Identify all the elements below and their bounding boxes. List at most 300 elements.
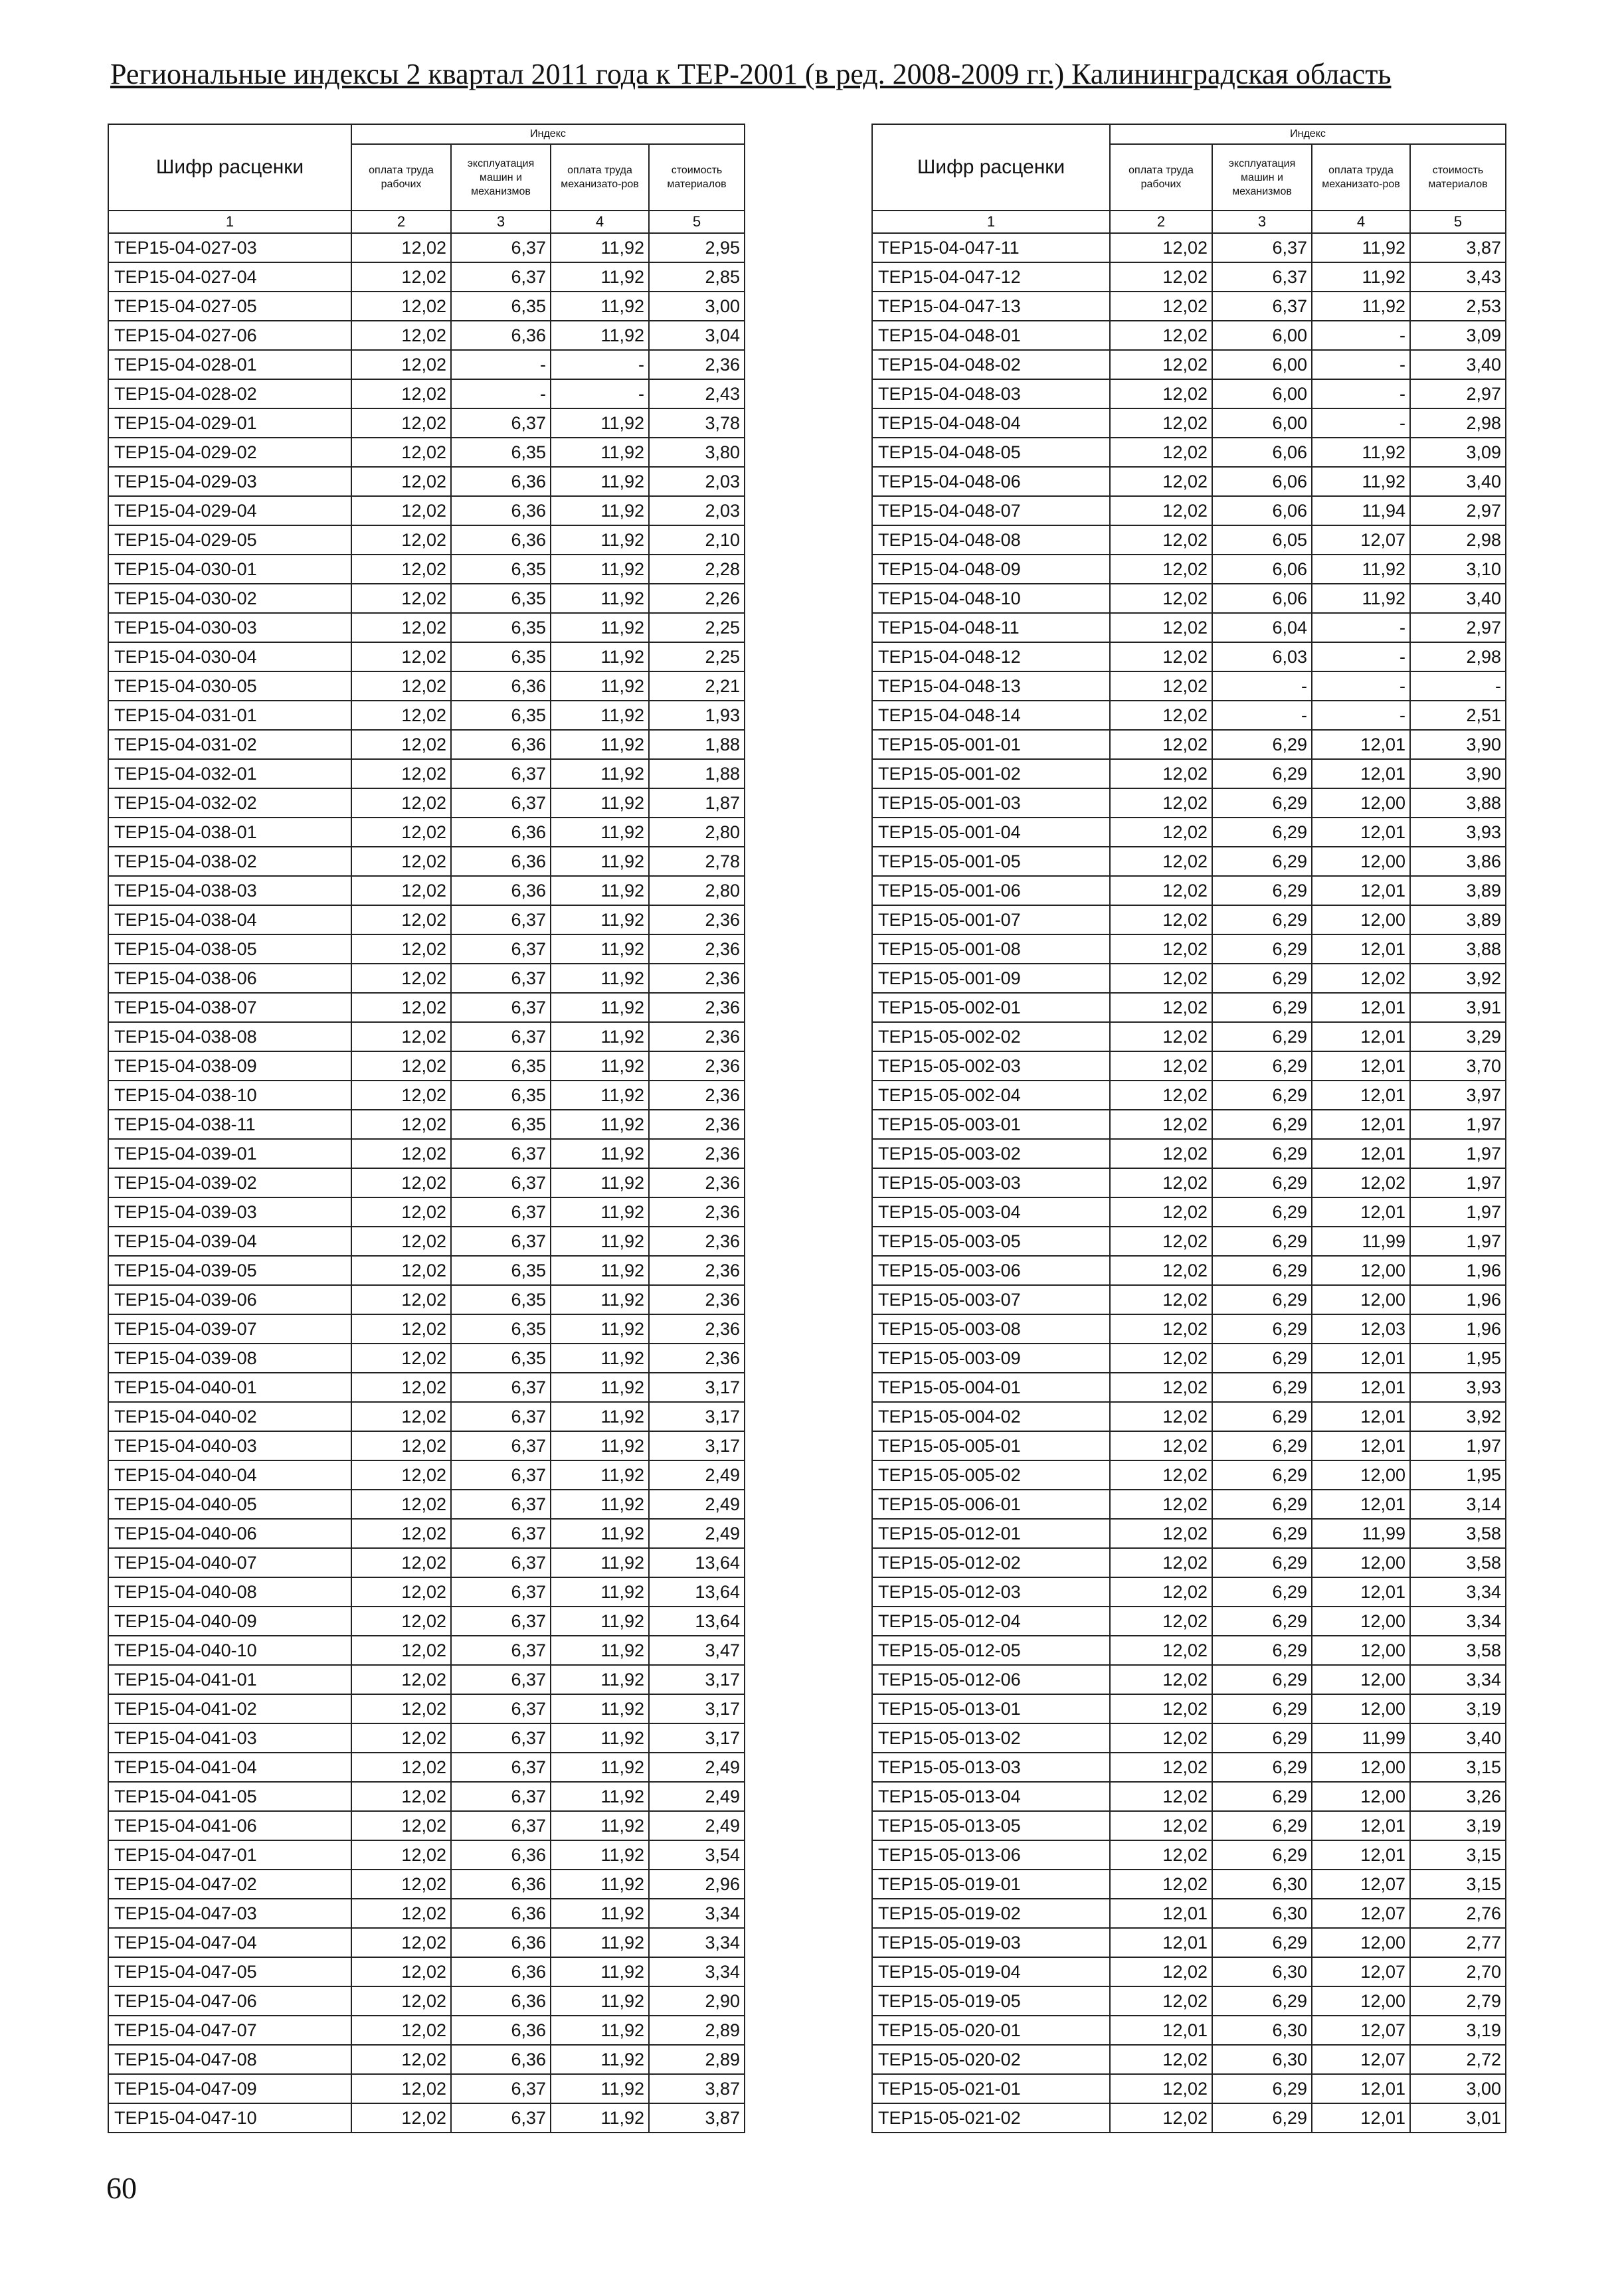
machine-operation-index-cell: 6,35 (451, 613, 551, 642)
table-row (872, 1081, 1506, 1110)
material-cost-index-cell: 3,15 (1410, 1753, 1506, 1782)
rate-code-cell: ТЕР15-04-048-11 (872, 613, 1110, 642)
labor-wages-index-cell: 12,02 (351, 1519, 451, 1548)
material-cost-index-cell: 3,01 (1410, 2103, 1506, 2133)
table-row (108, 1373, 745, 1402)
table-row (872, 1285, 1506, 1314)
table-row (108, 671, 745, 701)
machine-operation-index-cell: 6,06 (1212, 584, 1312, 613)
table-row (872, 1694, 1506, 1723)
machine-operation-index-cell: 6,29 (1212, 1256, 1312, 1285)
rate-code-cell: ТЕР15-04-040-05 (108, 1490, 351, 1519)
machine-operation-index-cell: 6,29 (1212, 1519, 1312, 1548)
table-row (108, 2074, 745, 2103)
machine-operation-index-cell: 6,29 (1212, 1694, 1312, 1723)
operator-wages-index-cell: 11,92 (551, 788, 649, 818)
operator-wages-index-cell: 11,92 (551, 1840, 649, 1870)
operator-wages-index-cell: 11,99 (1312, 1519, 1410, 1548)
rate-code-cell: ТЕР15-05-002-03 (872, 1051, 1110, 1081)
operator-wages-index-cell: 12,01 (1312, 1402, 1410, 1431)
rate-code-cell: ТЕР15-05-003-04 (872, 1197, 1110, 1227)
operator-wages-index-cell: 11,94 (1312, 496, 1410, 525)
rate-code-cell: ТЕР15-05-012-04 (872, 1607, 1110, 1636)
rate-code-cell: ТЕР15-05-012-03 (872, 1577, 1110, 1607)
labor-wages-index-cell: 12,02 (351, 321, 451, 350)
table-row (108, 584, 745, 613)
header-machine-operation: эксплуатация машин и механизмов (451, 144, 551, 211)
table-row (872, 759, 1506, 788)
table-row (872, 467, 1506, 496)
table-row (108, 350, 745, 379)
material-cost-index-cell: 3,17 (649, 1431, 745, 1460)
material-cost-index-cell: 3,87 (649, 2074, 745, 2103)
rate-code-cell: ТЕР15-05-001-07 (872, 905, 1110, 934)
labor-wages-index-cell: 12,02 (351, 1139, 451, 1168)
table-row (872, 1665, 1506, 1694)
operator-wages-index-cell: 11,92 (551, 292, 649, 321)
labor-wages-index-cell: 12,02 (351, 555, 451, 584)
material-cost-index-cell: 2,97 (1410, 379, 1506, 408)
rate-code-cell: ТЕР15-04-038-01 (108, 818, 351, 847)
operator-wages-index-cell: - (1312, 671, 1410, 701)
machine-operation-index-cell: 6,37 (451, 2103, 551, 2133)
machine-operation-index-cell: 6,35 (451, 1110, 551, 1139)
table-row (108, 1723, 745, 1753)
rate-code-cell: ТЕР15-04-041-01 (108, 1665, 351, 1694)
table-row (108, 818, 745, 847)
operator-wages-index-cell: 11,92 (551, 1782, 649, 1811)
material-cost-index-cell: 3,87 (649, 2103, 745, 2133)
machine-operation-index-cell: 6,35 (451, 438, 551, 467)
material-cost-index-cell: 2,89 (649, 2016, 745, 2045)
table-row (872, 408, 1506, 438)
rate-code-cell: ТЕР15-05-003-07 (872, 1285, 1110, 1314)
operator-wages-index-cell: 12,01 (1312, 2074, 1410, 2103)
machine-operation-index-cell: 6,30 (1212, 2045, 1312, 2074)
material-cost-index-cell: - (1410, 671, 1506, 701)
operator-wages-index-cell: 11,92 (1312, 584, 1410, 613)
table-row (872, 350, 1506, 379)
table-row (872, 1753, 1506, 1782)
table-row (108, 876, 745, 905)
operator-wages-index-cell: 12,07 (1312, 1957, 1410, 1986)
material-cost-index-cell: 3,93 (1410, 1373, 1506, 1402)
rate-code-cell: ТЕР15-04-047-11 (872, 233, 1110, 262)
rate-code-cell: ТЕР15-05-021-02 (872, 2103, 1110, 2133)
operator-wages-index-cell: 11,92 (551, 1694, 649, 1723)
machine-operation-index-cell: 6,29 (1212, 1285, 1312, 1314)
material-cost-index-cell: 3,34 (1410, 1577, 1506, 1607)
material-cost-index-cell: 3,15 (1410, 1840, 1506, 1870)
rate-code-cell: ТЕР15-05-002-01 (872, 993, 1110, 1022)
machine-operation-index-cell: - (1212, 671, 1312, 701)
rate-code-cell: ТЕР15-05-013-06 (872, 1840, 1110, 1870)
table-row (108, 1636, 745, 1665)
material-cost-index-cell: 2,96 (649, 1870, 745, 1899)
labor-wages-index-cell: 12,02 (1110, 1022, 1212, 1051)
operator-wages-index-cell: 11,92 (551, 467, 649, 496)
operator-wages-index-cell: 11,92 (551, 613, 649, 642)
material-cost-index-cell: 3,58 (1410, 1548, 1506, 1577)
material-cost-index-cell: 3,97 (1410, 1081, 1506, 1110)
machine-operation-index-cell: 6,29 (1212, 1986, 1312, 2016)
machine-operation-index-cell: - (1212, 701, 1312, 730)
rate-code-cell: ТЕР15-05-002-02 (872, 1022, 1110, 1051)
rate-code-cell: ТЕР15-04-040-04 (108, 1460, 351, 1490)
table-row (872, 1840, 1506, 1870)
header-material-cost: стоимость материалов (649, 144, 745, 211)
labor-wages-index-cell: 12,02 (1110, 613, 1212, 642)
rate-code-cell: ТЕР15-04-038-11 (108, 1110, 351, 1139)
rate-code-cell: ТЕР15-04-048-06 (872, 467, 1110, 496)
labor-wages-index-cell: 12,02 (1110, 993, 1212, 1022)
table-row (108, 1577, 745, 1607)
machine-operation-index-cell: 6,29 (1212, 1051, 1312, 1081)
labor-wages-index-cell: 12,02 (1110, 584, 1212, 613)
machine-operation-index-cell: 6,29 (1212, 2074, 1312, 2103)
labor-wages-index-cell: 12,02 (351, 1344, 451, 1373)
operator-wages-index-cell: 12,02 (1312, 1168, 1410, 1197)
table-row (872, 233, 1506, 262)
machine-operation-index-cell: 6,03 (1212, 642, 1312, 671)
labor-wages-index-cell: 12,02 (1110, 1986, 1212, 2016)
labor-wages-index-cell: 12,02 (1110, 964, 1212, 993)
rate-code-cell: ТЕР15-04-039-04 (108, 1227, 351, 1256)
operator-wages-index-cell: 11,92 (1312, 262, 1410, 292)
material-cost-index-cell: 3,34 (1410, 1665, 1506, 1694)
machine-operation-index-cell: 6,36 (451, 1870, 551, 1899)
operator-wages-index-cell: 11,92 (551, 1986, 649, 2016)
machine-operation-index-cell: 6,37 (451, 262, 551, 292)
machine-operation-index-cell: 6,29 (1212, 1665, 1312, 1694)
rate-code-cell: ТЕР15-04-048-13 (872, 671, 1110, 701)
machine-operation-index-cell: 6,37 (451, 2074, 551, 2103)
operator-wages-index-cell: 12,03 (1312, 1314, 1410, 1344)
material-cost-index-cell: 3,19 (1410, 1694, 1506, 1723)
machine-operation-index-cell: 6,29 (1212, 1928, 1312, 1957)
table-row (108, 1782, 745, 1811)
labor-wages-index-cell: 12,02 (1110, 1957, 1212, 1986)
operator-wages-index-cell: 12,00 (1312, 1782, 1410, 1811)
labor-wages-index-cell: 12,02 (351, 1168, 451, 1197)
machine-operation-index-cell: 6,35 (451, 701, 551, 730)
operator-wages-index-cell: 11,92 (551, 1957, 649, 1986)
machine-operation-index-cell: 6,30 (1212, 2016, 1312, 2045)
material-cost-index-cell: 3,90 (1410, 730, 1506, 759)
machine-operation-index-cell: 6,36 (451, 2045, 551, 2074)
table-row (108, 1870, 745, 1899)
rate-code-cell: ТЕР15-04-039-08 (108, 1344, 351, 1373)
operator-wages-index-cell: 11,92 (551, 262, 649, 292)
operator-wages-index-cell: 11,92 (551, 1314, 649, 1344)
material-cost-index-cell: 2,25 (649, 613, 745, 642)
rate-code-cell: ТЕР15-04-029-02 (108, 438, 351, 467)
labor-wages-index-cell: 12,02 (1110, 1519, 1212, 1548)
page-number: 60 (106, 2171, 137, 2205)
rate-code-cell: ТЕР15-05-019-01 (872, 1870, 1110, 1899)
labor-wages-index-cell: 12,02 (351, 584, 451, 613)
operator-wages-index-cell: 12,00 (1312, 1694, 1410, 1723)
machine-operation-index-cell: 6,35 (451, 555, 551, 584)
table-row (108, 321, 745, 350)
operator-wages-index-cell: 11,92 (1312, 292, 1410, 321)
machine-operation-index-cell: 6,29 (1212, 1373, 1312, 1402)
labor-wages-index-cell: 12,02 (351, 1753, 451, 1782)
machine-operation-index-cell: 6,29 (1212, 1081, 1312, 1110)
material-cost-index-cell: 2,25 (649, 642, 745, 671)
operator-wages-index-cell: 12,01 (1312, 1811, 1410, 1840)
rate-code-cell: ТЕР15-04-027-03 (108, 233, 351, 262)
table-row (108, 496, 745, 525)
table-row (108, 964, 745, 993)
material-cost-index-cell: 1,97 (1410, 1110, 1506, 1139)
labor-wages-index-cell: 12,02 (351, 759, 451, 788)
table-row (108, 467, 745, 496)
labor-wages-index-cell: 12,02 (1110, 321, 1212, 350)
table-row (108, 233, 745, 262)
rate-code-cell: ТЕР15-04-029-03 (108, 467, 351, 496)
rate-code-cell: ТЕР15-05-001-02 (872, 759, 1110, 788)
rate-code-cell: ТЕР15-05-003-02 (872, 1139, 1110, 1168)
machine-operation-index-cell: 6,29 (1212, 1227, 1312, 1256)
rate-code-cell: ТЕР15-04-047-06 (108, 1986, 351, 2016)
header-machine-operation: эксплуатация машин и механизмов (1212, 144, 1312, 211)
machine-operation-index-cell: 6,36 (451, 1928, 551, 1957)
labor-wages-index-cell: 12,02 (1110, 1723, 1212, 1753)
table-row (108, 525, 745, 555)
labor-wages-index-cell: 12,02 (351, 1577, 451, 1607)
labor-wages-index-cell: 12,02 (1110, 467, 1212, 496)
machine-operation-index-cell: 6,29 (1212, 847, 1312, 876)
material-cost-index-cell: 3,43 (1410, 262, 1506, 292)
rate-code-cell: ТЕР15-04-030-02 (108, 584, 351, 613)
table-row (108, 1022, 745, 1051)
material-cost-index-cell: 2,03 (649, 467, 745, 496)
col-number: 2 (1110, 211, 1212, 233)
col-number: 5 (649, 211, 745, 233)
machine-operation-index-cell: 6,37 (451, 1607, 551, 1636)
labor-wages-index-cell: 12,02 (1110, 1081, 1212, 1110)
table-row (108, 555, 745, 584)
table-row (872, 1022, 1506, 1051)
table-row (872, 701, 1506, 730)
table-row (872, 1870, 1506, 1899)
header-operator-wages: оплата труда механизато-ров (551, 144, 649, 211)
table-row (872, 2103, 1506, 2133)
rate-code-cell: ТЕР15-05-012-01 (872, 1519, 1110, 1548)
machine-operation-index-cell: 6,37 (451, 1519, 551, 1548)
operator-wages-index-cell: 11,92 (551, 2103, 649, 2133)
machine-operation-index-cell: 6,37 (451, 1139, 551, 1168)
material-cost-index-cell: 2,85 (649, 262, 745, 292)
col-number: 2 (351, 211, 451, 233)
machine-operation-index-cell: 6,35 (451, 1285, 551, 1314)
machine-operation-index-cell: 6,37 (451, 1753, 551, 1782)
table-row (872, 438, 1506, 467)
material-cost-index-cell: 2,03 (649, 496, 745, 525)
labor-wages-index-cell: 12,02 (1110, 408, 1212, 438)
table-row (108, 1431, 745, 1460)
machine-operation-index-cell: 6,37 (451, 759, 551, 788)
machine-operation-index-cell: 6,06 (1212, 496, 1312, 525)
table-row (108, 1227, 745, 1256)
operator-wages-index-cell: 12,01 (1312, 1022, 1410, 1051)
operator-wages-index-cell: 11,92 (551, 730, 649, 759)
material-cost-index-cell: 2,36 (649, 1344, 745, 1373)
machine-operation-index-cell: 6,35 (451, 642, 551, 671)
rate-code-cell: ТЕР15-04-030-01 (108, 555, 351, 584)
material-cost-index-cell: 2,36 (649, 1197, 745, 1227)
operator-wages-index-cell: 11,92 (551, 525, 649, 555)
table-row (108, 1694, 745, 1723)
table-row (108, 1811, 745, 1840)
machine-operation-index-cell: 6,00 (1212, 321, 1312, 350)
col-number: 5 (1410, 211, 1506, 233)
machine-operation-index-cell: 6,00 (1212, 408, 1312, 438)
table-row (872, 788, 1506, 818)
material-cost-index-cell: 3,17 (649, 1665, 745, 1694)
table-row (108, 1548, 745, 1577)
material-cost-index-cell: 3,89 (1410, 905, 1506, 934)
labor-wages-index-cell: 12,02 (351, 847, 451, 876)
labor-wages-index-cell: 12,02 (1110, 379, 1212, 408)
labor-wages-index-cell: 12,02 (351, 1548, 451, 1577)
labor-wages-index-cell: 12,02 (1110, 233, 1212, 262)
rate-code-cell: ТЕР15-05-019-04 (872, 1957, 1110, 1986)
rate-code-cell: ТЕР15-05-006-01 (872, 1490, 1110, 1519)
table-row (872, 1373, 1506, 1402)
rate-code-cell: ТЕР15-04-030-04 (108, 642, 351, 671)
operator-wages-index-cell: - (551, 379, 649, 408)
header-code: Шифр расценки (872, 124, 1110, 211)
table-row (872, 730, 1506, 759)
table-row (872, 1344, 1506, 1373)
operator-wages-index-cell: 11,92 (551, 642, 649, 671)
material-cost-index-cell: 3,17 (649, 1402, 745, 1431)
table-row (108, 905, 745, 934)
machine-operation-index-cell: 6,29 (1212, 1344, 1312, 1373)
machine-operation-index-cell: 6,37 (451, 964, 551, 993)
machine-operation-index-cell: 6,29 (1212, 1197, 1312, 1227)
operator-wages-index-cell: 12,00 (1312, 1460, 1410, 1490)
rate-code-cell: ТЕР15-04-048-02 (872, 350, 1110, 379)
material-cost-index-cell: 2,10 (649, 525, 745, 555)
material-cost-index-cell: 2,89 (649, 2045, 745, 2074)
labor-wages-index-cell: 12,02 (351, 233, 451, 262)
machine-operation-index-cell: 6,29 (1212, 2103, 1312, 2133)
table-row (872, 584, 1506, 613)
material-cost-index-cell: 13,64 (649, 1607, 745, 1636)
labor-wages-index-cell: 12,02 (1110, 818, 1212, 847)
labor-wages-index-cell: 12,02 (1110, 1870, 1212, 1899)
labor-wages-index-cell: 12,02 (351, 1928, 451, 1957)
material-cost-index-cell: 3,80 (649, 438, 745, 467)
labor-wages-index-cell: 12,02 (1110, 730, 1212, 759)
operator-wages-index-cell: 12,01 (1312, 2103, 1410, 2133)
rate-code-cell: ТЕР15-04-047-02 (108, 1870, 351, 1899)
labor-wages-index-cell: 12,02 (351, 1840, 451, 1870)
material-cost-index-cell: 2,49 (649, 1782, 745, 1811)
material-cost-index-cell: 3,09 (1410, 438, 1506, 467)
col-number: 3 (451, 211, 551, 233)
operator-wages-index-cell: 12,01 (1312, 1139, 1410, 1168)
rate-code-cell: ТЕР15-05-012-05 (872, 1636, 1110, 1665)
operator-wages-index-cell: 12,02 (1312, 964, 1410, 993)
material-cost-index-cell: 1,87 (649, 788, 745, 818)
labor-wages-index-cell: 12,02 (1110, 1577, 1212, 1607)
labor-wages-index-cell: 12,02 (1110, 1051, 1212, 1081)
operator-wages-index-cell: 11,92 (551, 1636, 649, 1665)
labor-wages-index-cell: 12,02 (1110, 350, 1212, 379)
material-cost-index-cell: 3,34 (649, 1899, 745, 1928)
operator-wages-index-cell: 11,92 (551, 1285, 649, 1314)
rate-code-cell: ТЕР15-04-032-02 (108, 788, 351, 818)
labor-wages-index-cell: 12,02 (351, 438, 451, 467)
rate-code-cell: ТЕР15-05-001-05 (872, 847, 1110, 876)
machine-operation-index-cell: 6,37 (451, 1665, 551, 1694)
operator-wages-index-cell: 11,92 (551, 1256, 649, 1285)
operator-wages-index-cell: 12,00 (1312, 1548, 1410, 1577)
material-cost-index-cell: 2,36 (649, 905, 745, 934)
rate-code-cell: ТЕР15-04-040-08 (108, 1577, 351, 1607)
rate-code-cell: ТЕР15-05-003-01 (872, 1110, 1110, 1139)
table-row (872, 1314, 1506, 1344)
operator-wages-index-cell: 12,01 (1312, 1840, 1410, 1870)
rate-code-cell: ТЕР15-04-038-04 (108, 905, 351, 934)
table-row (872, 993, 1506, 1022)
material-cost-index-cell: 3,17 (649, 1373, 745, 1402)
machine-operation-index-cell: 6,36 (451, 847, 551, 876)
table-row (108, 1197, 745, 1227)
operator-wages-index-cell: 11,92 (551, 1431, 649, 1460)
labor-wages-index-cell: 12,02 (1110, 2103, 1212, 2133)
labor-wages-index-cell: 12,02 (1110, 555, 1212, 584)
operator-wages-index-cell: 12,01 (1312, 818, 1410, 847)
labor-wages-index-cell: 12,02 (1110, 1197, 1212, 1227)
rate-code-cell: ТЕР15-04-040-10 (108, 1636, 351, 1665)
rate-code-cell: ТЕР15-04-027-04 (108, 262, 351, 292)
operator-wages-index-cell: 11,92 (551, 759, 649, 788)
rate-code-cell: ТЕР15-04-047-13 (872, 292, 1110, 321)
material-cost-index-cell: 1,88 (649, 759, 745, 788)
machine-operation-index-cell: 6,29 (1212, 1753, 1312, 1782)
machine-operation-index-cell: - (451, 379, 551, 408)
material-cost-index-cell: 2,51 (1410, 701, 1506, 730)
labor-wages-index-cell: 12,02 (351, 1314, 451, 1344)
rate-code-cell: ТЕР15-04-039-01 (108, 1139, 351, 1168)
operator-wages-index-cell: 12,01 (1312, 1373, 1410, 1402)
labor-wages-index-cell: 12,02 (351, 1490, 451, 1519)
rate-code-cell: ТЕР15-04-048-12 (872, 642, 1110, 671)
table-row (872, 1431, 1506, 1460)
rate-code-cell: ТЕР15-04-039-06 (108, 1285, 351, 1314)
rate-code-cell: ТЕР15-05-001-03 (872, 788, 1110, 818)
material-cost-index-cell: 3,54 (649, 1840, 745, 1870)
rate-code-cell: ТЕР15-04-048-09 (872, 555, 1110, 584)
table-row (108, 292, 745, 321)
table-row (108, 1665, 745, 1694)
machine-operation-index-cell: 6,36 (451, 496, 551, 525)
rate-code-cell: ТЕР15-04-047-12 (872, 262, 1110, 292)
labor-wages-index-cell: 12,02 (351, 1081, 451, 1110)
labor-wages-index-cell: 12,02 (1110, 876, 1212, 905)
machine-operation-index-cell: 6,36 (451, 321, 551, 350)
labor-wages-index-cell: 12,02 (1110, 671, 1212, 701)
operator-wages-index-cell: 11,92 (551, 964, 649, 993)
material-cost-index-cell: 2,36 (649, 1022, 745, 1051)
operator-wages-index-cell: 12,07 (1312, 525, 1410, 555)
operator-wages-index-cell: 12,00 (1312, 1607, 1410, 1636)
